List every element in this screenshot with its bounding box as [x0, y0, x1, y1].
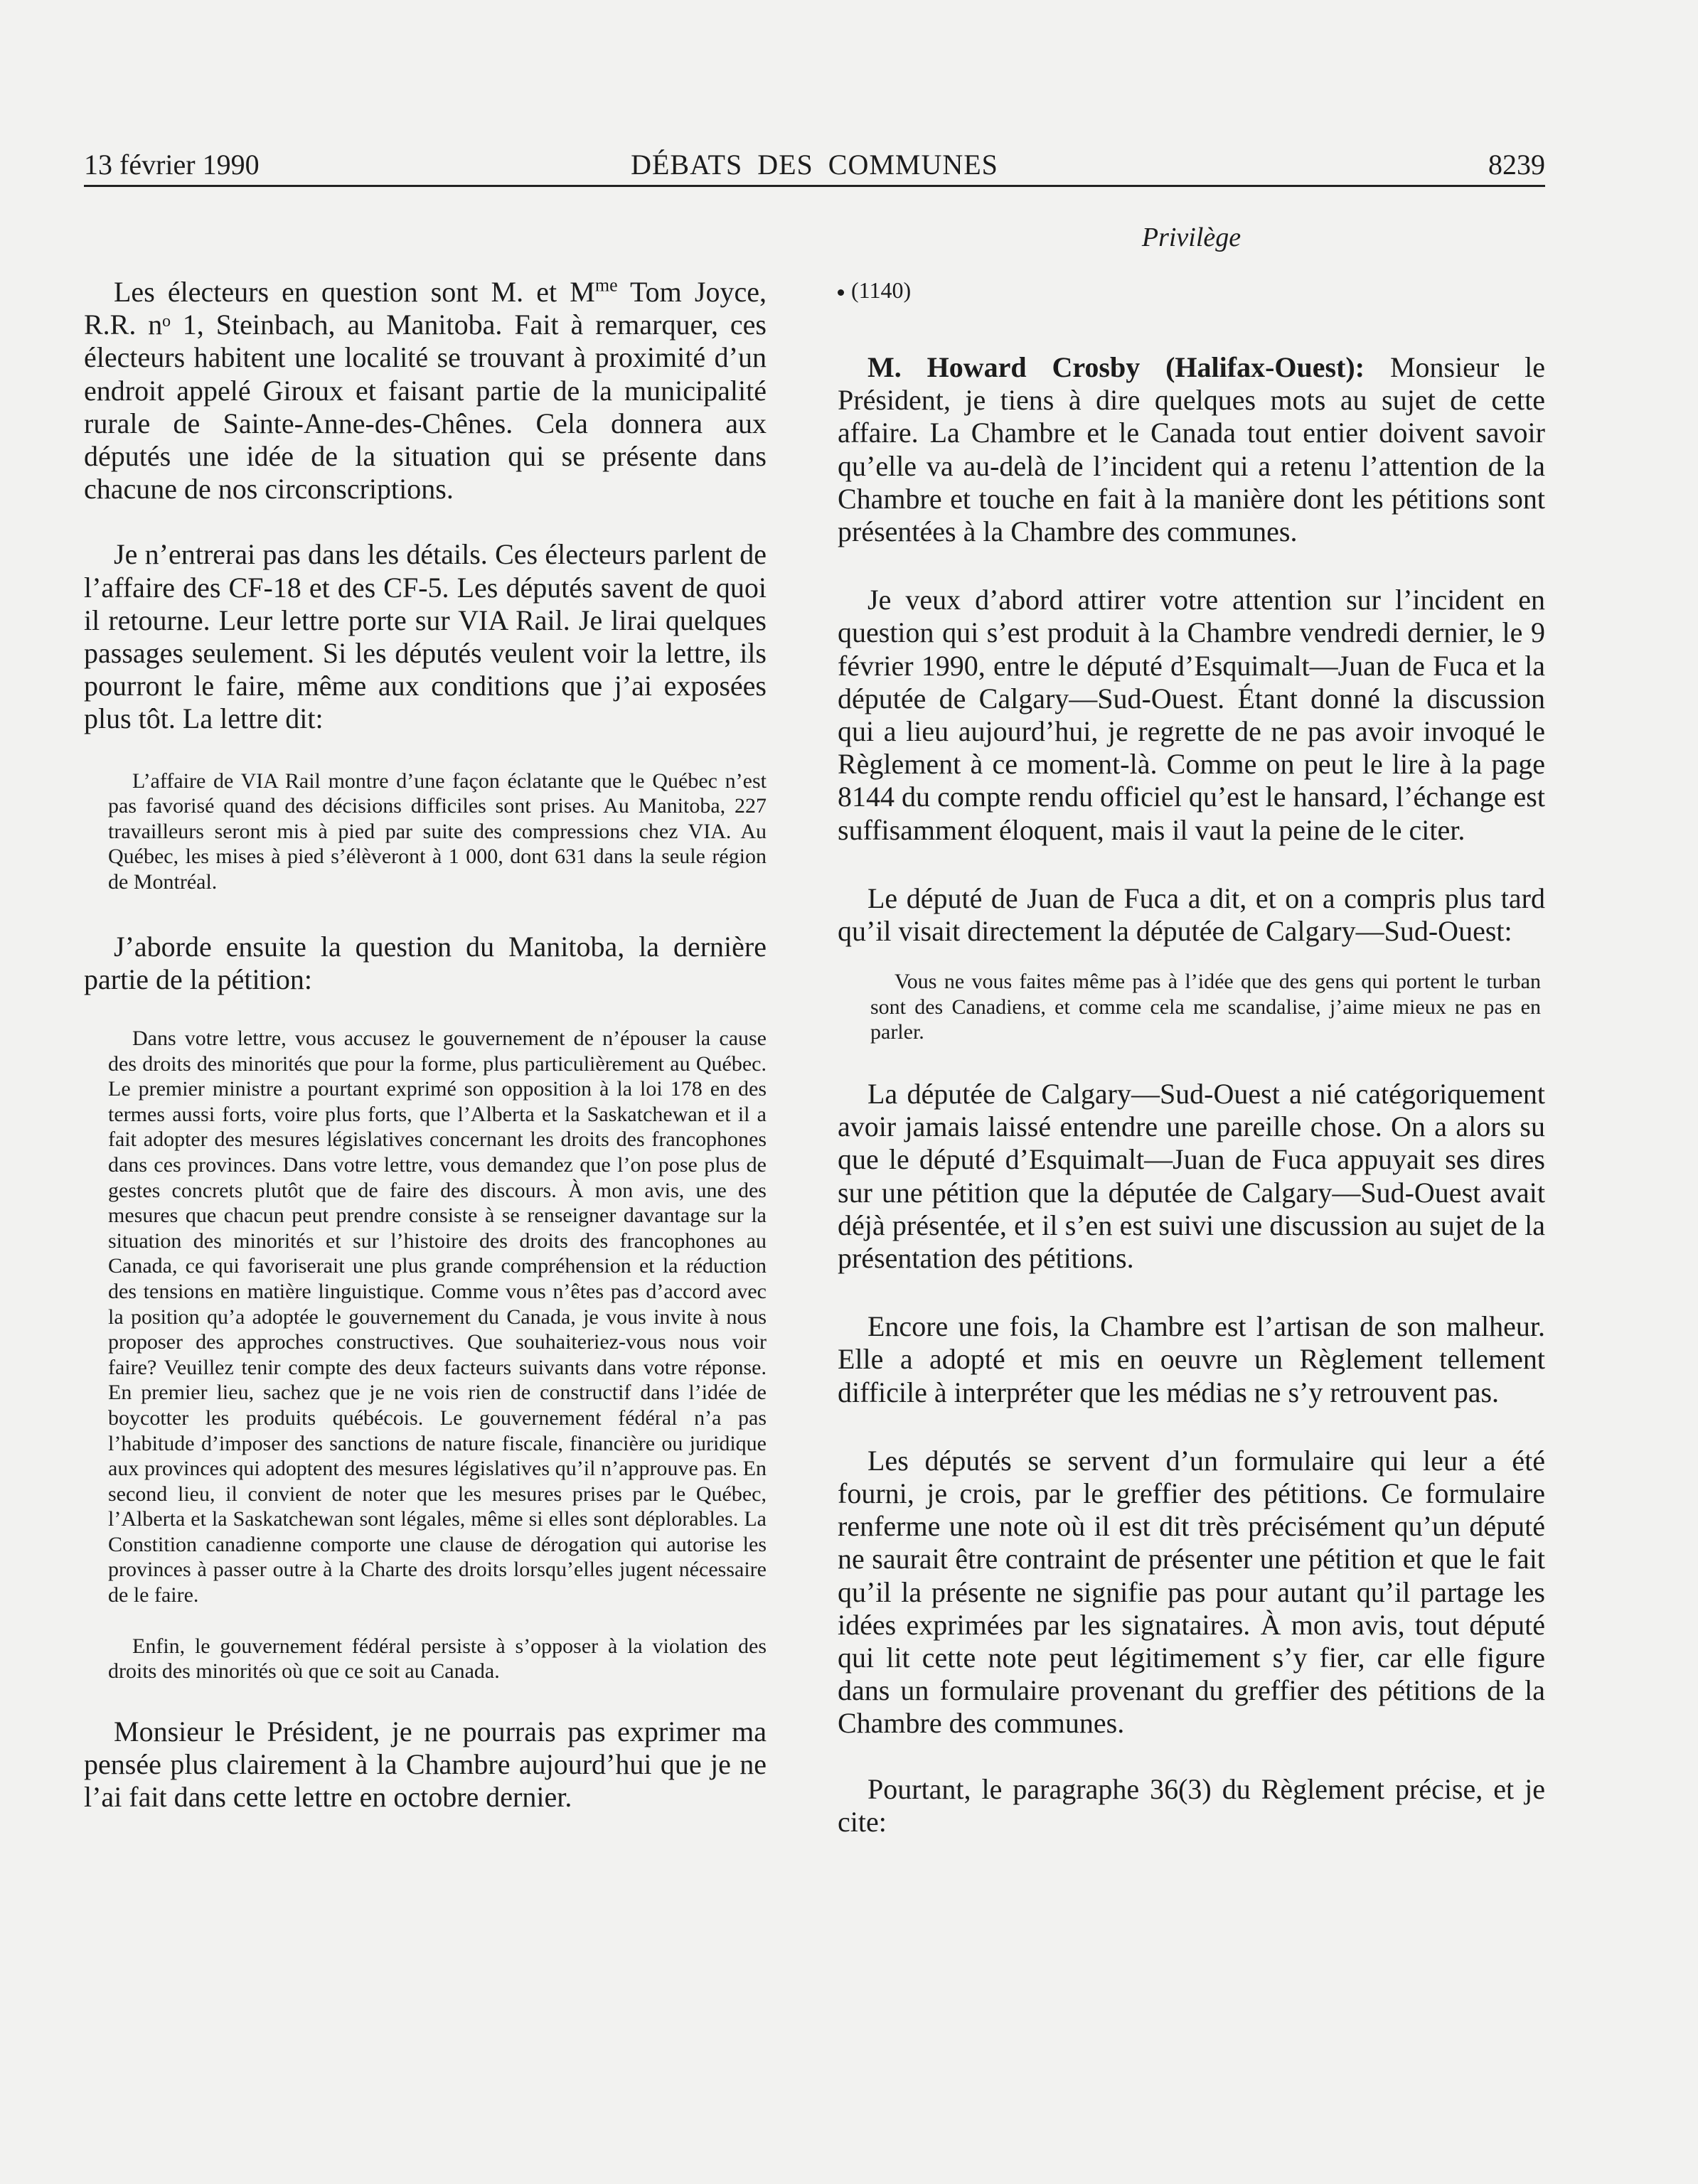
paragraph: Je n’entrerai pas dans les détails. Ces électeurs parlent de l’affaire des CF-18 et des CF-5. Les députés savent de quoi il retourne. Leur lettre porte sur VIA Rail. Je lirai quelques passages seulement. Si les députés veulent voir la lettre, ils pourront le faire, même aux conditions que j’ai exposées plus tôt. La lettre dit:: [84, 538, 767, 735]
block-quote: L’affaire de VIA Rail montre d’une façon éclatante que le Québec n’est pas favorisé quand des décisions difficiles sont prises. Au Manitoba, 227 travailleurs seront mis à pied par suite des compressions chez VIA. Au Québec, les mises à pied s’élèveront à 1 000, dont 631 dans la seule région de Montréal.: [108, 769, 767, 894]
block-quote: Dans votre lettre, vous accusez le gouvernement de n’épouser la cause des droits des minorités que pour la forme, plus particulièrement au Québec. Le premier ministre a pourtant exprimé son opposition à la loi 178 en des termes aussi forts, voire plus forts, que l’Alberta et la Saskatchewan et il a fait adopter des mesures législatives concernant les droits des francophones dans ces provinces. Dans votre lettre, vous demandez que l’on pose plus de gestes concrets plutôt que de faire des discours. À mon avis, une des mesures que chacun peut prendre consiste à se renseigner davantage sur la situation des minorités et sur l’histoire des droits des francophones au Canada, ce qui favoriserait une plus grande compréhension et la réduction des tensions en matière linguistique. Comme vous n’êtes pas d’accord avec la position qu’a adoptée le gouvernement du Canada, je vous invite à nous proposer des approches constructives. Que souhaiteriez-vous nous voir faire? Veuillez tenir compte des deux facteurs suivants dans votre réponse. En premier lieu, sachez que je ne vois rien de constructif dans l’idée de boycotter les produits québécois. Le gouvernement fédéral n’a pas l’habitude d’imposer des sanctions de nature fiscale, financière ou juridique aux provinces qui adoptent des mesures législatives qu’il n’approuve pas. En second lieu, il convient de noter que les mesures prises par le Québec, l’Alberta et la Saskatchewan sont légales, même si elles sont déplorables. La Constition canadienne comporte une clause de dérogation qui autorise les provinces à passer outre à la Charte des droits lorsqu’elles jugent nécessaire de le faire.: [108, 1027, 767, 1607]
paragraph: Je veux d’abord attirer votre attention sur l’incident en question qui s’est produit à la Chambre vendredi dernier, le 9 février 1990, entre le député d’Esquimalt—Juan de Fuca et la députée de Calgary—Sud-Ouest. Étant donné la discussion qui a lieu aujourd’hui, je regrette de ne pas avoir invoqué le Règlement à ce moment-là. Comme on peut le lire à la page 8144 du compte rendu officiel qu’est le hansard, l’échange est suffisamment éloquent, mais il vaut la peine de le citer.: [838, 584, 1545, 846]
paragraph: Encore une fois, la Chambre est l’artisan de son malheur. Elle a adopté et mis en oeuvre un Règlement tellement difficile à interpréter que les médias ne s’y retrouvent pas.: [838, 1310, 1545, 1408]
paragraph: Le député de Juan de Fuca a dit, et on a compris plus tard qu’il visait directement la députée de Calgary—Sud-Ouest:: [838, 882, 1545, 948]
paragraph: La députée de Calgary—Sud-Ouest a nié catégoriquement avoir jamais laissé entendre une pareille chose. On a alors su que le député d’Esquimalt—Juan de Fuca appuyait ses dires sur une pétition que la députée de Calgary—Sud-Ouest avait déjà présentée, et il s’en est suivi une discussion au sujet de la présentation des pétitions.: [838, 1078, 1545, 1275]
header-title: DÉBATS DES COMMUNES: [631, 149, 998, 181]
bullet-icon: [838, 289, 844, 296]
header-page-number: 8239: [1488, 149, 1545, 181]
section-label: Privilège: [1141, 223, 1242, 252]
paragraph: Monsieur le Président, je ne pourrais pas exprimer ma pensée plus clairement à la Chambre aujourd’hui que je ne l’ai fait dans cette lettre en octobre dernier.: [84, 1715, 767, 1814]
paragraph: Pourtant, le paragraphe 36(3) du Règlement précise, et je cite:: [838, 1772, 1545, 1838]
left-column: [84, 276, 767, 1814]
right-column: [838, 276, 1545, 1838]
speaker-name: M. Howard Crosby (Halifax-Ouest):: [867, 351, 1365, 383]
paragraph: M. Howard Crosby (Halifax-Ouest): Monsieur le Président, je tiens à dire quelques mots au sujet de cette affaire. La Chambre et le Canada tout entier doivent savoir qu’elle va au-delà de l’incident qui a retenu l’attention de la Chambre et touche en fait à la manière dont les pétitions sont présentées à la Chambre des communes.: [838, 351, 1545, 548]
block-quote: Vous ne vous faites même pas à l’idée que des gens qui portent le turban sont des Canadiens, et comme cela me scandalise, j’aime mieux ne pas en parler.: [870, 970, 1541, 1044]
timestamp: (1140): [838, 276, 1545, 304]
paragraph: Les députés se servent d’un formulaire qui leur a été fourni, je crois, par le greffier des pétitions. Ce formulaire renferme une note où il est dit très précisément qu’un député ne saurait être contraint de présenter une pétition et que le fait qu’il la présente ne signifie pas pour autant qu’il partage les idées exprimées par les signataires. À mon avis, tout député qui lit cette note peut légitimement s’y fier, car elle figure dans un formulaire provenant du greffier des pétitions de la Chambre des communes.: [838, 1444, 1545, 1740]
running-header: [84, 148, 1545, 187]
paragraph: Les électeurs en question sont M. et $M^{me}$ Tom Joyce, R.R. nᵒ 1, Steinbach, au Manitoba. Fait à remarquer, ces électeurs habitent une localité se trouvant à proximité d’un endroit appelé Giroux et faisant partie de la municipalité rurale de Sainte-Anne-des-Chênes. Cela donnera aux députés une idée de la situation qui se présente dans chacune de nos circonscriptions.: [84, 274, 767, 505]
paragraph: J’aborde ensuite la question du Manitoba, la dernière partie de la pétition:: [84, 930, 767, 995]
block-quote: Enfin, le gouvernement fédéral persiste à s’opposer à la violation des droits des minorités où que ce soit au Canada.: [108, 1634, 767, 1684]
header-date: 13 février 1990: [84, 149, 260, 181]
